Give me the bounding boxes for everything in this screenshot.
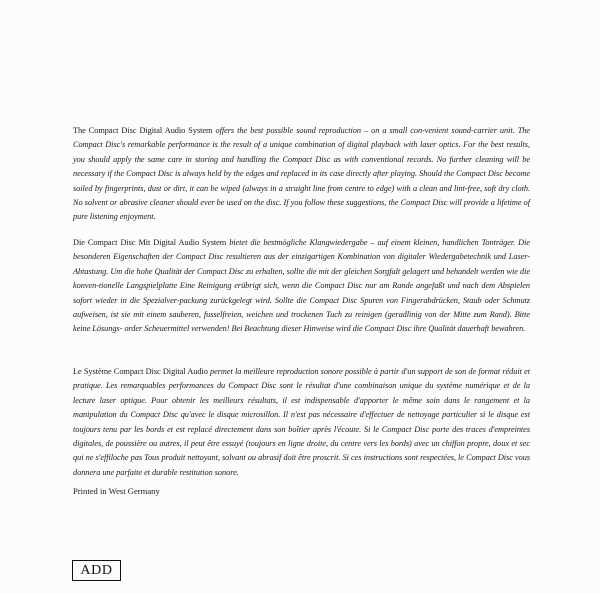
sparscode-badge: ADD bbox=[72, 560, 121, 581]
printed-in-note: Printed in West Germany bbox=[73, 486, 160, 496]
english-body: offers the best possible sound reproduction – on a small con-venient sound-carrier unit. The Compact Disc's remarkable performance is the result of a unique combination of digital playback with laser optics. For the best results, you should apply the same care in storing and handling the Compact Disc as with conventional records. No further cleaning will be necessary if the Compact Disc is always held by the edges and replaced in its case directly after playing. Should the Compact Disc become soiled by fingerprints, dust or dirt, it can be wiped (always in a straight line from centre to edge) with a clean and lint-free, soft dry cloth. No solvent or abrasive cleaner should ever be used on the disc. If you follow these suggestions, the Compact Disc will provide a lifetime of pure listening enjoyment. bbox=[73, 126, 530, 222]
german-lead: Die Compact Disc Mit Digital Audio System bbox=[73, 238, 227, 247]
french-lead: Le Système Compact Disc Digital Audio bbox=[73, 367, 208, 376]
french-paragraph bbox=[73, 365, 530, 480]
english-paragraph bbox=[73, 124, 530, 225]
german-body: bietet die bestmögliche Klangwiedergabe – auf einem kleinen, handlichen Tonträger. Die besonderen Eigenschaften der Compact Disc resultieren aus der einzigartigen Kombination von digitaler Wiedergabetechnik und Laser-Abtastung. Um die hohe Qualität der Compact Disc zu erhalten, sollte die mit der gleichen Sorgfalt gelagert und behandelt werden wie die konven-tionelle Langspielplatte Eine Reinigung erübrigt sich, wenn die Compact Disc nur am Rande angefaßt und nach dem Abspielen sofort wieder in die Spezialver-packung zurückgelegt wird. Sollte die Compact Disc Spuren von Fingerabdrücken, Staub oder Schmutz aufweisen, ist sie mit einem sauberen, fusselfreien, weichen und trockenen Tuch zu reinigen (geradlinig von der Mitte zum Rand). Bitte keine Lösungs- order Scheuermittel verwenden! Bei Beachtung dieser Hinweise wird die Compact Disc ihre Qualität dauerhaft bewahren. bbox=[73, 238, 530, 334]
english-lead: The Compact Disc Digital Audio System bbox=[73, 126, 213, 135]
french-body: permet la meilleure reproduction sonore possible à partir d'un support de son de format réduit et pratique. Les remarquables performances du Compact Disc sont le résultat d'une combinaison unique du système numérique et de la lecture laser optique. Pour obtenir les meilleurs résultats, il est indispensable d'apporter le même soin dans le rangement et la manipulation du Compact Disc qu'avec le disque microsillon. Il n'est pas nécessaire d'effectuer de nettoyage particulier si le disque est toujours tenu par les bords et est replacé directement dans son boîtier après l'écoute. Si le Compact Disc porte des traces d'empreintes digitales, de poussière ou autres, il peut être essuyé (toujours en ligne droite, du centre vers les bords) avec un chiffon propre, doux et sec qui ne s'effiloche pas Tous produit nettoyant, solvant ou abrasif doit être proscrit. Si ces instructions sont respectées, le Compact Disc vous donnera une parfaite et durable restitution sonore. bbox=[73, 367, 530, 477]
german-paragraph bbox=[73, 236, 530, 337]
